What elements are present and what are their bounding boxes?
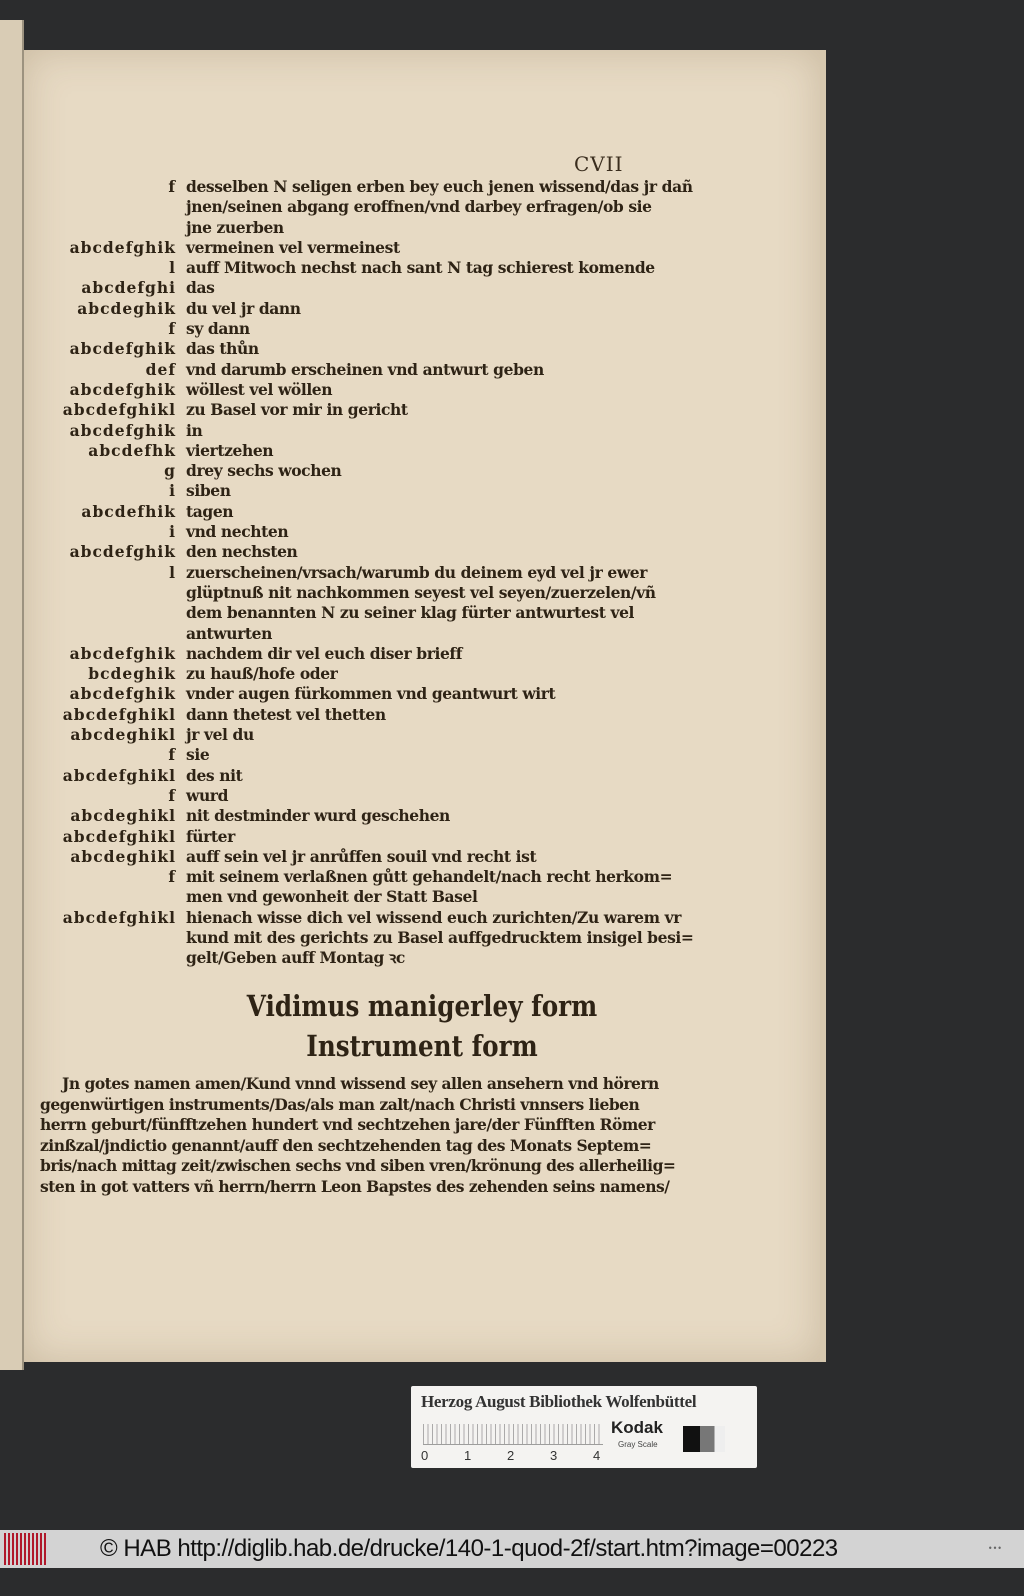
variant-text: zu hauß/hofe oder [186, 664, 338, 684]
variant-row [24, 542, 666, 562]
gray-scale-swatch [683, 1426, 725, 1452]
variant-row [24, 421, 666, 441]
variant-row [24, 339, 666, 359]
folio-number: CVII [574, 152, 624, 176]
variant-text: in [186, 420, 203, 440]
variant-row [24, 847, 666, 867]
formula-variants-list [24, 177, 694, 969]
variant-row [24, 644, 666, 664]
variant-row [24, 319, 666, 339]
variant-row [24, 705, 666, 725]
sigla: f [168, 177, 176, 196]
variant-row [24, 177, 693, 197]
sigla: f [168, 867, 176, 887]
sigla: i [169, 522, 176, 542]
variant-row [24, 766, 666, 786]
hab-logo-icon [4, 1533, 48, 1565]
variant-row [24, 400, 666, 420]
kodak-logo: Kodak [611, 1418, 663, 1437]
ruler-number: 0 [421, 1448, 429, 1463]
sigla: abcdefhik [81, 501, 176, 521]
sigla [24, 197, 186, 217]
variant-text: zu Basel vor mir in gericht [186, 400, 408, 420]
sigla [24, 603, 186, 623]
variant-text: den nechsten [186, 542, 298, 562]
sigla: abcdeghikl [70, 725, 176, 745]
variant-text: zuerscheinen/vrsach/warumb du deinem eyd vel jr ewer [186, 562, 647, 582]
variant-text: vnder augen fürkommen vnd geantwurt wirt [186, 684, 556, 704]
sigla: abcdefhk [88, 440, 176, 460]
variant-row [24, 664, 666, 684]
variant-text: auff sein vel jr anrůffen souil vnd recht ist [186, 846, 537, 866]
variant-text: vnd nechten [186, 522, 289, 542]
variant-text: sy dann [186, 319, 250, 339]
variant-row [24, 360, 666, 380]
sigla: abcdefghik [69, 379, 176, 399]
paragraph-line: gegenwürtigen instruments/Das/als man zalt/nach Christi vnnsers lieben [40, 1094, 640, 1114]
variant-text: dann thetest vel thetten [186, 704, 386, 724]
ruler-number: 1 [464, 1448, 472, 1463]
variant-row [24, 624, 666, 644]
sigla [24, 218, 186, 238]
ruler-scale [423, 1424, 603, 1445]
gray-scale-label: Gray Scale [618, 1440, 658, 1449]
section-heading: Vidimus manigerley form [246, 989, 598, 1023]
variant-text: drey sechs wochen [186, 461, 342, 481]
sigla: abcdefghik [69, 339, 176, 359]
variant-text: dem benannten N zu seiner klag fürter antwurtest vel [186, 603, 635, 623]
sigla [24, 928, 186, 948]
variant-text: siben [186, 481, 231, 501]
variant-row [24, 278, 666, 298]
variant-row [24, 218, 666, 238]
book-page [24, 50, 826, 1362]
variant-text: wurd [186, 785, 229, 805]
color-reference-card [411, 1386, 757, 1468]
variant-row [24, 603, 666, 623]
variant-row [24, 745, 666, 765]
variant-row [24, 948, 666, 968]
variant-text: tagen [186, 501, 234, 521]
sigla [24, 948, 186, 968]
variant-text: jne zuerben [186, 217, 284, 237]
sigla: abcdefghik [69, 237, 176, 257]
variant-text: gelt/Geben auff Montag ꝛc [186, 948, 405, 968]
sigla: abcdefghik [69, 684, 176, 704]
sigla: g [164, 461, 176, 481]
variant-row [24, 563, 666, 583]
sigla: abcdefghik [69, 420, 176, 440]
sigla: abcdefghi [81, 278, 176, 298]
variant-row [24, 481, 666, 501]
sigla: abcdeghikl [70, 806, 176, 826]
sigla: abcdefghikl [62, 765, 176, 785]
variant-row [24, 441, 666, 461]
sigla: abcdefghikl [62, 704, 176, 724]
variant-row [24, 258, 666, 278]
variant-text: men vnd gewonheit der Statt Basel [186, 887, 478, 907]
sigla: abcdefghikl [62, 826, 176, 846]
sigla: abcdeghikl [70, 846, 176, 866]
sigla: abcdefghik [69, 542, 176, 562]
variant-row [24, 806, 666, 826]
sigla: i [169, 481, 176, 501]
variant-row [24, 827, 666, 847]
variant-text: desselben N seligen erben bey euch jenen wissend/das jr dañ [186, 177, 693, 196]
variant-row [24, 786, 666, 806]
variant-text: kund mit des gerichts zu Basel auffgedrucktem insigel besi= [186, 927, 694, 947]
variant-text: vermeinen vel vermeinest [186, 237, 400, 257]
instrument-paragraph [40, 1074, 676, 1198]
sigla: f [168, 319, 176, 339]
variant-text: nit destminder wurd geschehen [186, 806, 450, 826]
variant-text: das [186, 278, 215, 298]
variant-row [24, 380, 666, 400]
variant-text: jr vel du [186, 725, 254, 745]
variant-text: sie [186, 745, 210, 765]
variant-row [24, 502, 666, 522]
paragraph-line: zinßzal/jndictio genannt/auff den sechtzehenden tag des Monats Septem= [40, 1135, 652, 1155]
variant-row [24, 867, 673, 887]
paragraph-line: sten in got vatters vñ herrn/herrn Leon Bapstes des zehenden seins namens/ [40, 1176, 670, 1196]
variant-text: jnen/seinen abgang eroffnen/vnd darbey erfragen/ob sie [186, 197, 652, 217]
variant-row [24, 583, 666, 603]
source-url[interactable]: © HAB http://diglib.hab.de/drucke/140-1-quod-2f/start.htm?image=00223 [100, 1535, 838, 1562]
variant-row [24, 725, 666, 745]
ruler-numbers [421, 1448, 636, 1463]
variant-row [24, 887, 666, 907]
previous-page-edge [0, 20, 24, 1370]
sigla [24, 583, 186, 603]
variant-text: auff Mitwoch nechst nach sant N tag schierest komende [186, 258, 655, 278]
sigla: f [168, 745, 176, 765]
sigla [24, 887, 186, 907]
ruler-number: 2 [507, 1448, 515, 1463]
paragraph-line: herrn geburt/fünfftzehen hundert vnd sechtzehen jare/der Fünfften Römer [40, 1115, 655, 1135]
sigla: f [168, 785, 176, 805]
sigla: abcdefghikl [62, 400, 176, 420]
ruler-number: 3 [550, 1448, 558, 1463]
variant-row [24, 927, 694, 948]
footer-bar [0, 1530, 1024, 1568]
sigla: abcdefghik [69, 643, 176, 663]
section-subheading: Instrument form [306, 1029, 538, 1063]
ruler-number: 4 [593, 1448, 601, 1463]
paragraph-line: Jn gotes namen amen/Kund vnnd wissend sey allen ansehern vnd hörern [62, 1074, 659, 1093]
sigla: abcdefghikl [62, 907, 176, 927]
variant-text: antwurten [186, 623, 272, 643]
paragraph-line: bris/nach mittag zeit/zwischen sechs vnd siben vren/krönung des allerheilig= [40, 1156, 676, 1176]
sigla: l [169, 562, 176, 582]
sigla: abcdeghik [77, 298, 176, 318]
sigla: l [169, 258, 176, 278]
variant-row [24, 684, 666, 704]
variant-text: hienach wisse dich vel wissend euch zurichten/Zu warem vr [186, 907, 681, 927]
variant-text: vnd darumb erscheinen vnd antwurt geben [186, 359, 544, 379]
variant-text: du vel jr dann [186, 298, 301, 318]
variant-text: viertzehen [186, 440, 274, 460]
more-icon[interactable]: ••• [987, 1544, 1002, 1553]
sigla: bcdeghik [88, 664, 176, 684]
library-name: Herzog August Bibliothek Wolfenbüttel [421, 1392, 697, 1411]
variant-text: fürter [186, 826, 235, 846]
variant-row [24, 197, 666, 217]
variant-row [24, 907, 681, 928]
variant-text: das thůn [186, 339, 259, 359]
variant-text: nachdem dir vel euch diser brieff [186, 643, 462, 663]
variant-row [24, 238, 666, 258]
sigla: def [145, 359, 176, 379]
variant-text: mit seinem verlaßnen gůtt gehandelt/nach recht herkom= [186, 867, 673, 887]
variant-text: glüptnuß nit nachkommen seyest vel seyen/zuerzelen/vñ [186, 582, 656, 602]
variant-row [24, 299, 666, 319]
variant-text: des nit [186, 765, 243, 785]
variant-text: wöllest vel wöllen [186, 379, 333, 399]
sigla [24, 624, 186, 644]
variant-row [24, 522, 666, 542]
variant-row [24, 461, 666, 481]
